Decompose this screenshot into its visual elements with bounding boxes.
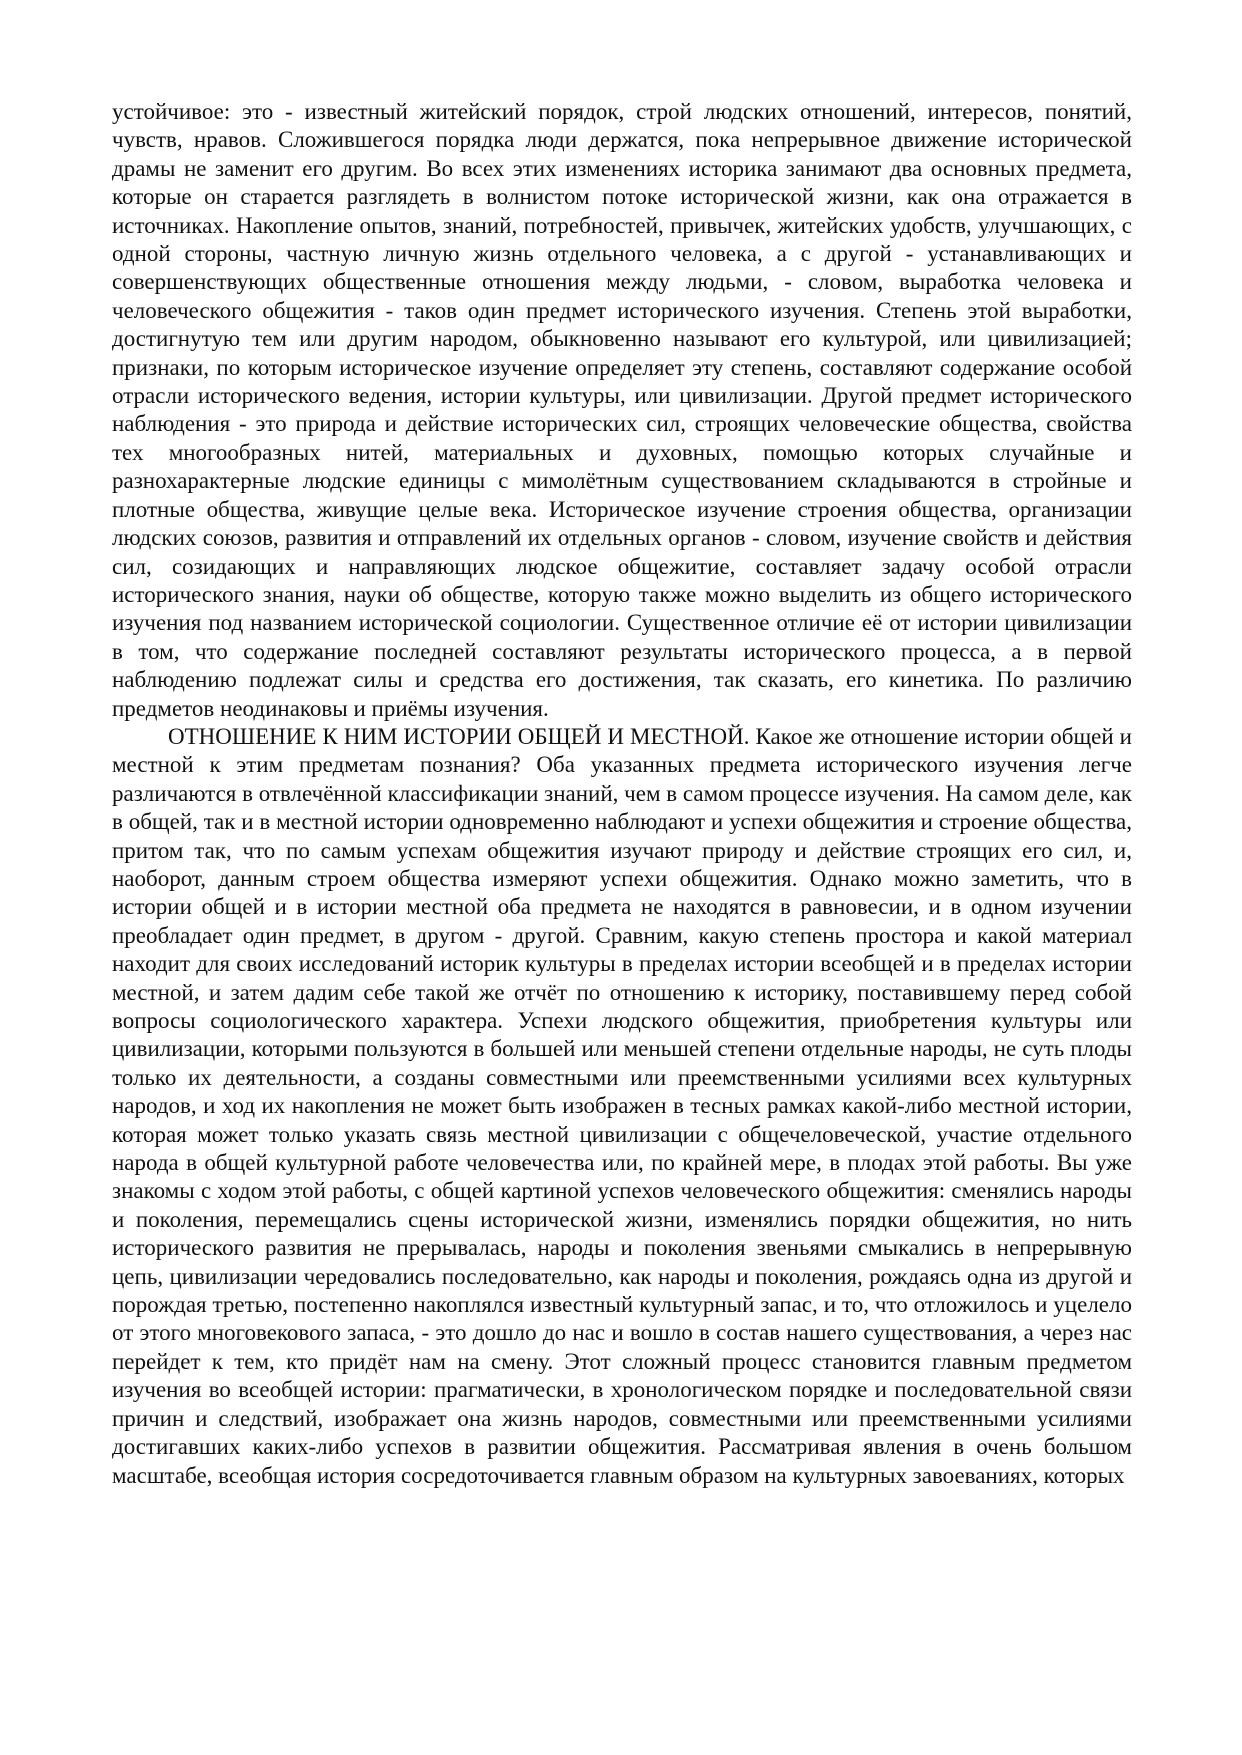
paragraph-1: устойчивое: это - известный житейский порядок, строй людских отношений, интересов, понятий, чувств, нравов. Сложившегося порядка люди держатся, пока непрерывное движение исторической драмы не заменит его другим. Во всех этих изменениях историка занимают два основных предмета, которые он старается разглядеть в волнистом потоке исторической жизни, как она отражается в источниках. Накопление опытов, знаний, потребностей, привычек, житейских удобств, улучшающих, с одной стороны, частную личную жизнь отдельного человека, а с другой - устанавливающих и совершенствующих общественные отношения между людьми, - словом, выработка человека и человеческого общежития - таков один предмет исторического изучения. Степень этой выработки, достигнутую тем или другим народом, обыкновенно называют его культурой, или цивилизацией; признаки, по которым историческое изучение определяет эту степень, составляют содержание особой отрасли исторического ведения, истории культуры, или цивилизации. Другой предмет исторического наблюдения - это природа и действие исторических сил, строящих человеческие общества, свойства тех многообразных нитей, материальных и духовных, помощью которых случайные и разнохарактерные людские единицы с мимолётным существованием складываются в стройные и плотные общества, живущие целые века. Историческое изучение строения общества, организации людских союзов, развития и отправлений их отдельных органов - словом, изучение свойств и действия сил, созидающих и направляющих людское общежитие, составляет задачу особой отрасли исторического знания, науки об обществе, которую также можно выделить из общего исторического изучения под названием исторической социологии. Существенное отличие её от истории цивилизации в том, что содержание последней составляют результаты исторического процесса, а в первой наблюдению подлежат силы и средства его достижения, так сказать, его кинетика. По различию предметов неодинаковы и приёмы изучения. — [112, 99, 1132, 721]
document-page — [112, 98, 1132, 1490]
paragraph-2: ОТНОШЕНИЕ К НИМ ИСТОРИИ ОБЩЕЙ И МЕСТНОЙ. Какое же отношение истории общей и местной к этим предметам познания? Оба указанных предмета исторического изучения легче различаются в отвлечённой классификации знаний, чем в самом процессе изучения. На самом деле, как в общей, так и в местной истории одновременно наблюдают и успехи общежития и строение общества, притом так, что по самым успехам общежития изучают природу и действие строящих его сил, и, наоборот, данным строем общества измеряют успехи общежития. Однако можно заметить, что в истории общей и в истории местной оба предмета не находятся в равновесии, и в одном изучении преобладает один предмет, в другом - другой. Сравним, какую степень простора и какой материал находит для своих исследований историк культуры в пределах истории всеобщей и в пределах истории местной, и затем дадим себе такой же отчёт по отношению к историку, поставившему перед собой вопросы социологического характера. Успехи людского общежития, приобретения культуры или цивилизации, которыми пользуются в большей или меньшей степени отдельные народы, не суть плоды только их деятельности, а созданы совместными или преемственными усилиями всех культурных народов, и ход их накопления не может быть изображен в тесных рамках какой-либо местной истории, которая может только указать связь местной цивилизации с общечеловеческой, участие отдельного народа в общей культурной работе человечества или, по крайней мере, в плодах этой работы. Вы уже знакомы с ходом этой работы, с общей картиной успехов человеческого общежития: сменялись народы и поколения, перемещались сцены исторической жизни, изменялись порядки общежития, но нить исторического развития не прерывалась, народы и поколения звеньями смыкались в непрерывную цепь, цивилизации чередовались последовательно, как народы и поколения, рождаясь одна из другой и порождая третью, постепенно накоплялся известный культурный запас, и то, что отложилось и уцелело от этого многовекового запаса, - это дошло до нас и вошло в состав нашего существования, а через нас перейдет к тем, кто придёт нам на смену. Этот сложный процесс становится главным предметом изучения во всеобщей истории: прагматически, в хронологическом порядке и последовательной связи причин и следствий, изображает она жизнь народов, совместными или преемственными усилиями достигавших каких-либо успехов в развитии общежития. Рассматривая явления в очень большом масштабе, всеобщая история сосредоточивается главным образом на культурных завоеваниях, которых — [112, 723, 1132, 1488]
